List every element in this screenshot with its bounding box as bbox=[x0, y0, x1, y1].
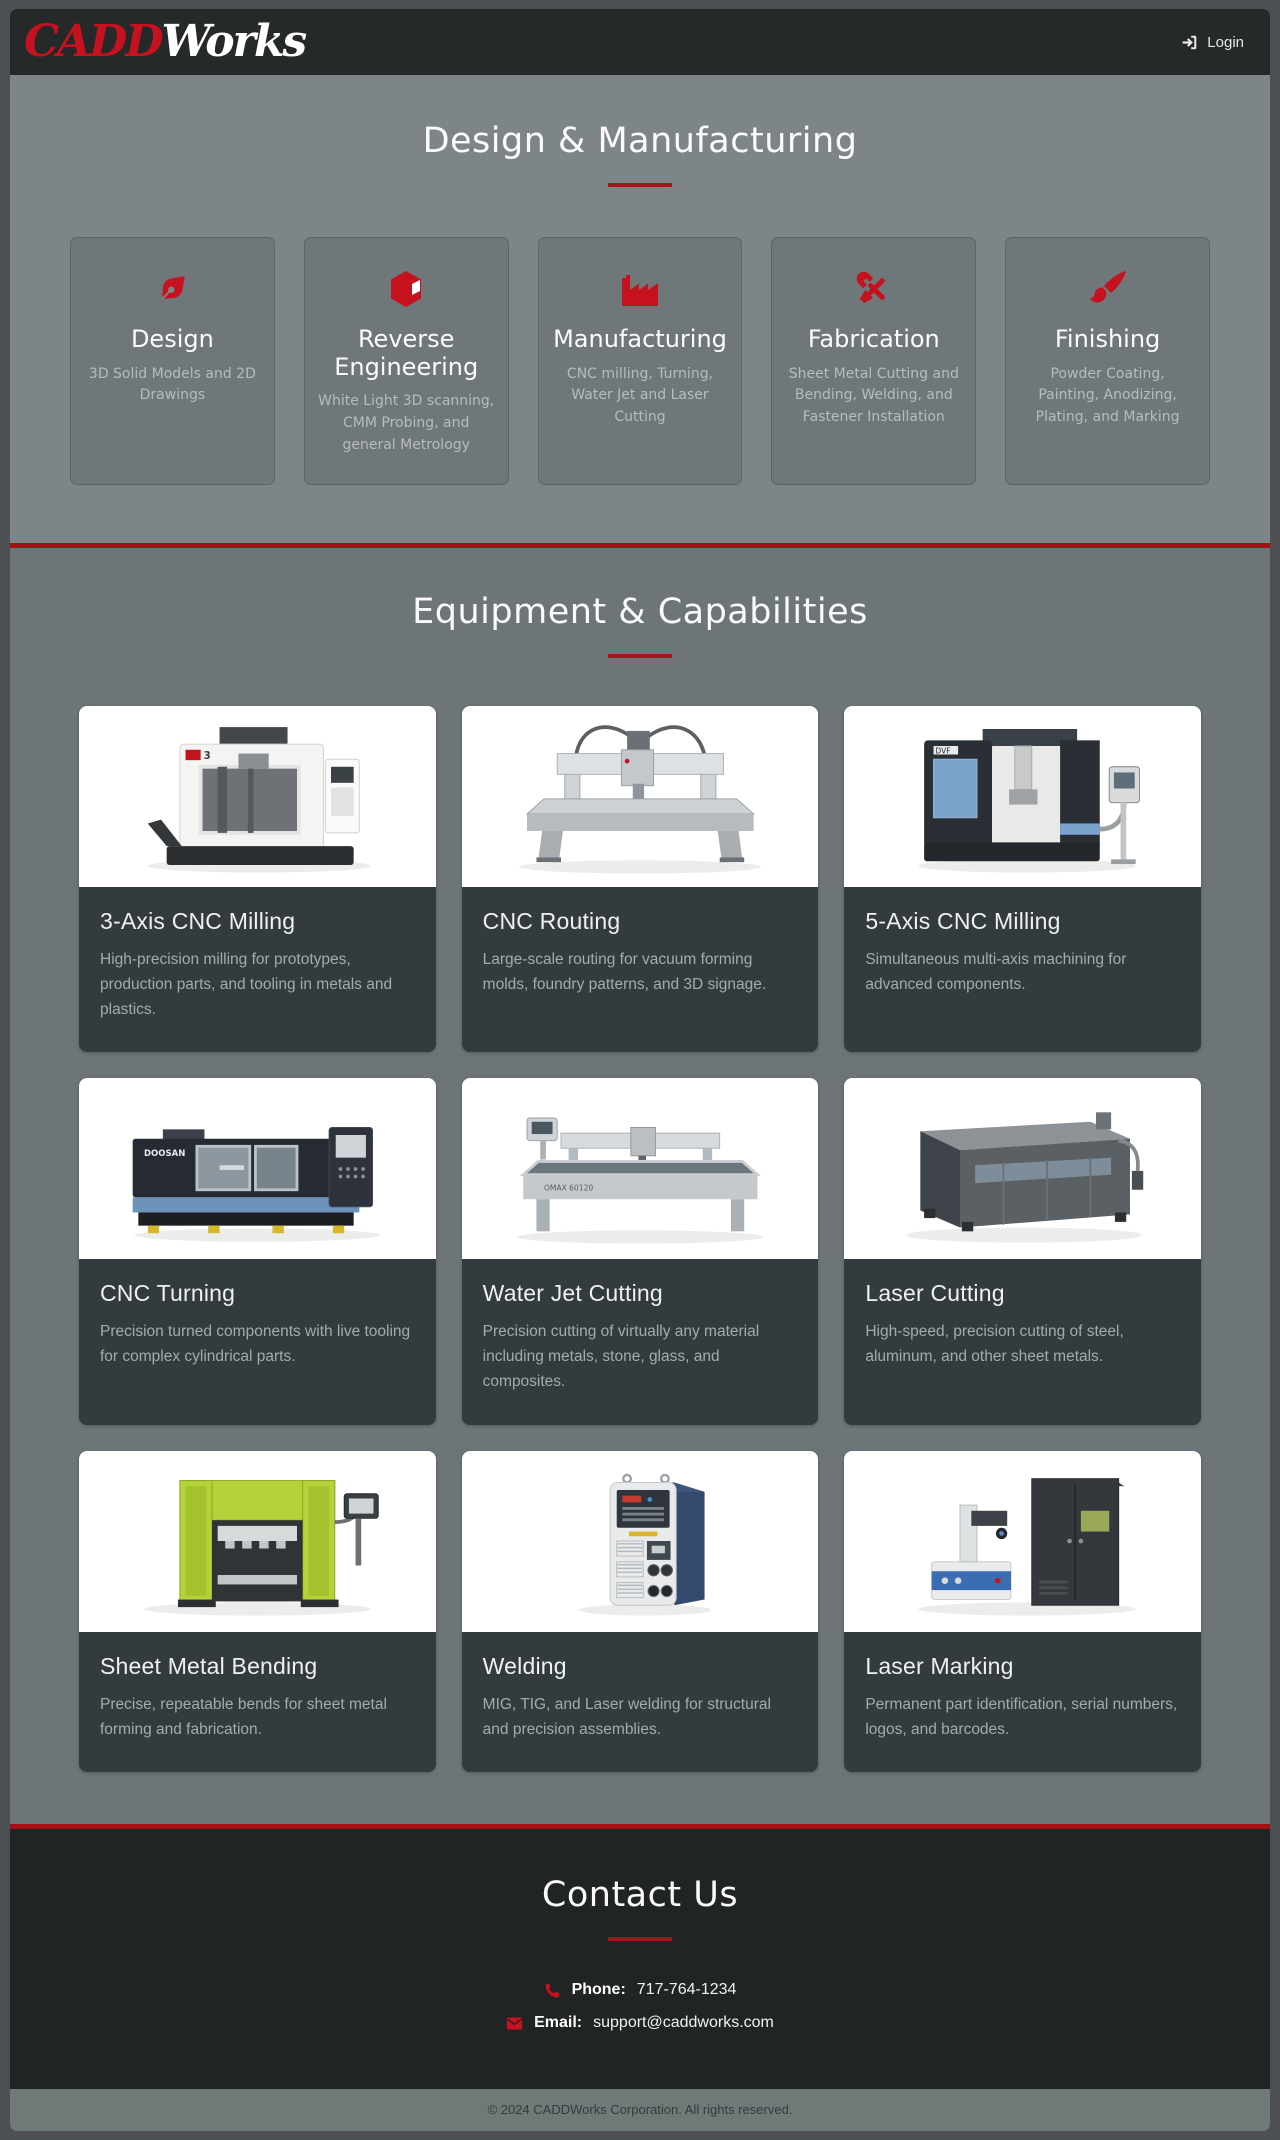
3-axis-vertical-machining-center-photo bbox=[79, 706, 436, 887]
equipment-card-description: Permanent part identification, serial numbers, logos, and barcodes. bbox=[865, 1695, 1178, 1738]
phone-number[interactable]: 717-764-1234 bbox=[636, 1981, 737, 1999]
water-jet-table-photo bbox=[462, 1078, 819, 1259]
service-card-description: Powder Coating, Painting, Anodizing, Plating, and Marking bbox=[1035, 365, 1180, 425]
service-card-description: CNC milling, Turning, Water Jet and Laser Cutting bbox=[566, 365, 714, 425]
service-card-description: 3D Solid Models and 2D Drawings bbox=[88, 365, 256, 404]
service-card-title: Finishing bbox=[1054, 325, 1161, 353]
phone-label: Phone: bbox=[571, 1981, 626, 1999]
cnc-lathe-photo bbox=[79, 1078, 436, 1259]
press-brake-photo bbox=[79, 1451, 436, 1632]
equipment-card-title: Water Jet Cutting bbox=[482, 1280, 663, 1307]
equipment-card-title: Laser Cutting bbox=[865, 1280, 1005, 1307]
equipment-section-title: Equipment & Capabilities bbox=[412, 592, 868, 632]
equipment-card-sheet-metal-bending bbox=[79, 1451, 436, 1773]
pen-nib-icon bbox=[83, 268, 262, 310]
contact-section-title: Contact Us bbox=[541, 1875, 739, 1916]
service-card-finishing bbox=[1005, 237, 1210, 485]
laser-marking-system-photo bbox=[844, 1451, 1201, 1632]
equipment-card-title: Welding bbox=[482, 1652, 567, 1679]
svg-text:OMAX 60120: OMAX 60120 bbox=[543, 1183, 593, 1193]
equipment-card-description: High-speed, precision cutting of steel, aluminum, and other sheet metals. bbox=[865, 1323, 1124, 1366]
equipment-card-title: CNC Turning bbox=[100, 1280, 236, 1307]
title-underline bbox=[608, 1937, 672, 1941]
equipment-card-5-axis-cnc-milling bbox=[844, 706, 1201, 1052]
cnc-gantry-router-photo bbox=[462, 706, 819, 887]
service-card-manufacturing bbox=[538, 237, 743, 485]
laser-cutter-enclosure-photo bbox=[844, 1078, 1201, 1259]
svg-text:DOOSAN: DOOSAN bbox=[143, 1148, 186, 1159]
login-button[interactable] bbox=[1181, 34, 1244, 51]
equipment-card-description: Precision cutting of virtually any material including metals, stone, glass, and composites. bbox=[482, 1323, 760, 1390]
contact-phone-row bbox=[10, 1981, 1270, 1999]
welding-power-source-photo bbox=[462, 1451, 819, 1632]
svg-text:3: 3 bbox=[203, 749, 211, 762]
equipment-card-description: High-precision milling for prototypes, production parts, and tooling in metals and plastics. bbox=[100, 951, 393, 1018]
caddworks-logo[interactable] bbox=[24, 16, 306, 67]
equipment-card-cnc-routing bbox=[462, 706, 819, 1052]
service-card-title: Reverse Engineering bbox=[334, 325, 479, 381]
equipment-grid bbox=[79, 706, 1201, 1772]
service-cards-row bbox=[10, 237, 1270, 485]
equipment-card-title: Sheet Metal Bending bbox=[100, 1652, 318, 1679]
logo-cadd-text: CADD bbox=[24, 16, 162, 67]
design-manufacturing-section bbox=[10, 75, 1270, 543]
equipment-card-water-jet-cutting bbox=[462, 1078, 819, 1424]
equipment-card-title: 3-Axis CNC Milling bbox=[100, 908, 296, 934]
page-container bbox=[10, 9, 1270, 2131]
title-underline bbox=[608, 183, 672, 187]
equipment-card-laser-cutting bbox=[844, 1078, 1201, 1424]
email-address[interactable]: support@caddworks.com bbox=[593, 2014, 774, 2032]
screwdriver-wrench-icon bbox=[784, 268, 963, 310]
cube-icon bbox=[317, 268, 496, 310]
contact-info bbox=[10, 1981, 1270, 2032]
phone-icon bbox=[544, 1982, 561, 1999]
equipment-card-description: Precise, repeatable bends for sheet metal forming and fabrication. bbox=[100, 1695, 387, 1738]
equipment-capabilities-section bbox=[10, 548, 1270, 1824]
equipment-card-title: 5-Axis CNC Milling bbox=[865, 908, 1061, 934]
service-card-description: Sheet Metal Cutting and Bending, Welding, and Fastener Installation bbox=[788, 365, 959, 425]
envelope-icon bbox=[506, 2016, 523, 2031]
hero-section-title: Design & Manufacturing bbox=[422, 121, 858, 161]
service-card-reverse-engineering bbox=[304, 237, 509, 485]
email-label: Email: bbox=[534, 2014, 583, 2032]
equipment-card-cnc-turning bbox=[79, 1078, 436, 1424]
equipment-card-laser-marking bbox=[844, 1451, 1201, 1773]
5-axis-machining-center-photo bbox=[844, 706, 1201, 887]
factory-icon bbox=[551, 268, 730, 310]
equipment-card-description: MIG, TIG, and Laser welding for structural and precision assemblies. bbox=[482, 1695, 771, 1738]
site-header bbox=[10, 9, 1270, 75]
sign-in-icon bbox=[1181, 34, 1198, 51]
equipment-card-title: CNC Routing bbox=[482, 908, 621, 934]
title-underline bbox=[608, 654, 672, 658]
copyright-text: © 2024 CADDWorks Corporation. All rights reserved. bbox=[487, 2102, 793, 2118]
equipment-card-welding bbox=[462, 1451, 819, 1773]
service-card-title: Manufacturing bbox=[553, 325, 727, 353]
service-card-title: Design bbox=[130, 325, 214, 353]
logo-works-text: Works bbox=[161, 16, 306, 67]
equipment-card-description: Precision turned components with live tooling for complex cylindrical parts. bbox=[100, 1323, 411, 1366]
login-label: Login bbox=[1207, 33, 1244, 51]
service-card-description: White Light 3D scanning, CMM Probing, and general Metrology bbox=[318, 393, 495, 453]
site-footer bbox=[10, 2089, 1270, 2131]
service-card-fabrication bbox=[771, 237, 976, 485]
contact-section bbox=[10, 1829, 1270, 2089]
equipment-card-description: Large-scale routing for vacuum forming molds, foundry patterns, and 3D signage. bbox=[482, 951, 767, 993]
equipment-card-description: Simultaneous multi-axis machining for advanced components. bbox=[865, 951, 1127, 993]
contact-email-row bbox=[10, 2014, 1270, 2032]
paintbrush-icon bbox=[1018, 268, 1197, 310]
svg-text:DVF: DVF bbox=[935, 746, 951, 756]
service-card-design bbox=[70, 237, 275, 485]
equipment-card-3-axis-cnc-milling bbox=[79, 706, 436, 1052]
equipment-card-title: Laser Marking bbox=[865, 1652, 1014, 1679]
service-card-title: Fabrication bbox=[807, 325, 940, 353]
